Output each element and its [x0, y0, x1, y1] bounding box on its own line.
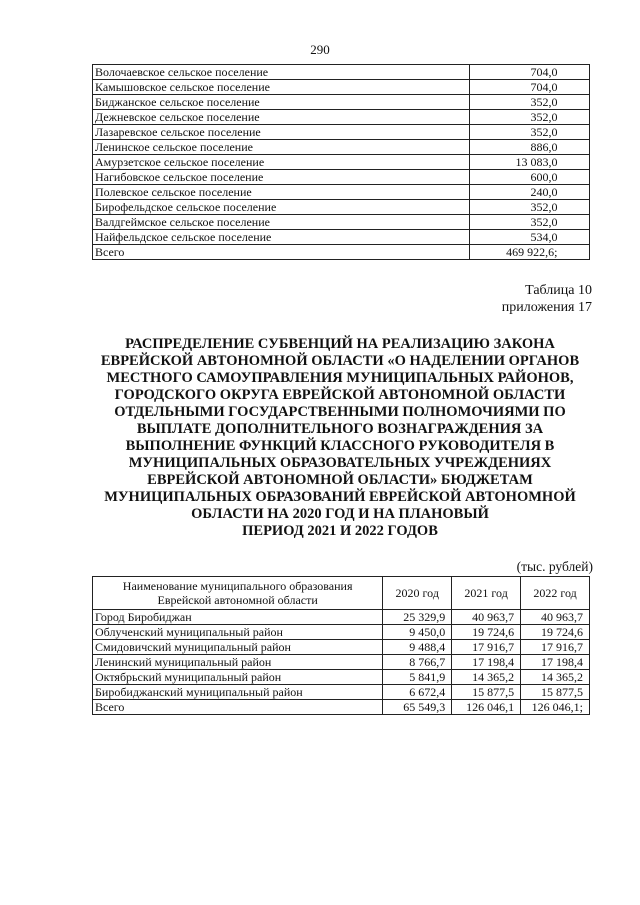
cell-2021: 126 046,1	[452, 700, 521, 715]
cell-2022: 17 198,4	[521, 655, 590, 670]
row-name: Волочаевское сельское поселение	[93, 65, 470, 80]
heading-line: МЕСТНОГО САМОУПРАВЛЕНИЯ МУНИЦИПАЛЬНЫХ РАЙОНОВ,	[106, 370, 574, 386]
table-row	[93, 640, 590, 655]
table-row	[93, 110, 590, 125]
heading-line: ГОРОДСКОГО ОКРУГА ЕВРЕЙСКОЙ АВТОНОМНОЙ ОБЛАСТИ	[114, 387, 566, 403]
row-name: Полевское сельское поселение	[93, 185, 470, 200]
row-name: Город Биробиджан	[93, 610, 383, 625]
table-row	[93, 140, 590, 155]
row-name: Биробиджанский муниципальный район	[93, 685, 383, 700]
table-row	[93, 200, 590, 215]
row-name: Облученский муниципальный район	[93, 625, 383, 640]
table-row	[93, 125, 590, 140]
cell-2020: 65 549,3	[383, 700, 452, 715]
cell-2021: 17 916,7	[452, 640, 521, 655]
heading-line: ОТДЕЛЬНЫМИ ГОСУДАРСТВЕННЫМИ ПОЛНОМОЧИЯМИ ПО	[114, 404, 566, 420]
table-row	[93, 65, 590, 80]
row-value: 704,0	[530, 80, 558, 94]
row-value: 352,0	[530, 200, 558, 214]
row-name: Бирофельдское сельское поселение	[93, 200, 470, 215]
row-name: Всего	[93, 245, 470, 260]
table-row-total	[93, 700, 590, 715]
cell-2022: 40 963,7	[521, 610, 590, 625]
cell-2021: 14 365,2	[452, 670, 521, 685]
table-header-row	[93, 577, 590, 610]
table-row	[93, 685, 590, 700]
cell-2020: 25 329,9	[383, 610, 452, 625]
cell-2021: 40 963,7	[452, 610, 521, 625]
row-value: 534,0	[530, 230, 558, 244]
distribution-table	[92, 576, 590, 715]
heading-line: ЕВРЕЙСКОЙ АВТОНОМНОЙ ОБЛАСТИ «О НАДЕЛЕНИИ ОРГАНОВ	[100, 353, 580, 369]
cell-2022: 19 724,6	[521, 625, 590, 640]
table-row	[93, 170, 590, 185]
cell-2021: 19 724,6	[452, 625, 521, 640]
table-row	[93, 625, 590, 640]
cell-2022: 17 916,7	[521, 640, 590, 655]
cell-2021: 17 198,4	[452, 655, 521, 670]
column-header-2022: 2022 год	[521, 577, 590, 610]
heading-line: ВЫПЛАТЕ ДОПОЛНИТЕЛЬНОГО ВОЗНАГРАЖДЕНИЯ ЗА	[136, 421, 544, 437]
row-name: Октябрьский муниципальный район	[93, 670, 383, 685]
column-header-name: Наименование муниципального образования Еврейской автономной области	[93, 577, 383, 610]
heading-line: РАСПРЕДЕЛЕНИЕ СУБВЕНЦИЙ НА РЕАЛИЗАЦИЮ ЗАКОНА	[125, 336, 555, 352]
table-row-total	[93, 245, 590, 260]
table-row	[93, 670, 590, 685]
settlements-table	[92, 64, 590, 260]
row-value: 352,0	[530, 125, 558, 139]
table-row	[93, 185, 590, 200]
table-row	[93, 230, 590, 245]
row-name: Нагибовское сельское поселение	[93, 170, 470, 185]
column-header-2021: 2021 год	[452, 577, 521, 610]
table-row	[93, 610, 590, 625]
heading-line: МУНИЦИПАЛЬНЫХ ОБРАЗОВАНИЙ ЕВРЕЙСКОЙ АВТОНОМНОЙ	[104, 489, 576, 505]
table-row	[93, 155, 590, 170]
unit-label: (тыс. рублей)	[516, 559, 593, 574]
table-row	[93, 80, 590, 95]
heading-line: ПЕРИОД 2021 И 2022 ГОДОВ	[242, 523, 438, 539]
row-value: 240,0	[530, 185, 558, 199]
document-heading	[90, 336, 590, 540]
row-name: Лазаревское сельское поселение	[93, 125, 470, 140]
column-header-2020: 2020 год	[383, 577, 452, 610]
row-name: Камышовское сельское поселение	[93, 80, 470, 95]
table-row	[93, 95, 590, 110]
cell-2020: 5 841,9	[383, 670, 452, 685]
row-value: 352,0	[530, 110, 558, 124]
row-value: 352,0	[530, 215, 558, 229]
row-value: 886,0	[530, 140, 558, 154]
table-caption-appendix: приложения 17	[501, 300, 592, 315]
cell-2022: 15 877,5	[521, 685, 590, 700]
row-name: Найфельдское сельское поселение	[93, 230, 470, 245]
row-name: Ленинский муниципальный район	[93, 655, 383, 670]
cell-2022: 14 365,2	[521, 670, 590, 685]
row-name: Валдгеймское сельское поселение	[93, 215, 470, 230]
row-name: Дежневское сельское поселение	[93, 110, 470, 125]
row-name: Смидовичский муниципальный район	[93, 640, 383, 655]
heading-line: ВЫПОЛНЕНИЕ ФУНКЦИЙ КЛАССНОГО РУКОВОДИТЕЛЯ В	[125, 438, 555, 454]
page-number: 290	[310, 42, 330, 57]
row-value: 352,0	[530, 95, 558, 109]
table-row	[93, 215, 590, 230]
heading-line: ЕВРЕЙСКОЙ АВТОНОМНОЙ ОБЛАСТИ» БЮДЖЕТАМ	[147, 472, 533, 488]
cell-2020: 9 488,4	[383, 640, 452, 655]
row-value: 600,0	[530, 170, 558, 184]
table-caption-number: Таблица 10	[525, 283, 592, 298]
row-value: 13 083,0	[515, 155, 558, 169]
cell-2021: 15 877,5	[452, 685, 521, 700]
row-name: Биджанское сельское поселение	[93, 95, 470, 110]
heading-line: МУНИЦИПАЛЬНЫХ ОБРАЗОВАТЕЛЬНЫХ УЧРЕЖДЕНИЯХ	[128, 455, 552, 471]
cell-2020: 8 766,7	[383, 655, 452, 670]
cell-2022: 126 046,1;	[521, 700, 590, 715]
cell-2020: 9 450,0	[383, 625, 452, 640]
row-value: 704,0	[530, 65, 558, 79]
cell-2020: 6 672,4	[383, 685, 452, 700]
row-name: Амурзетское сельское поселение	[93, 155, 470, 170]
row-name: Всего	[93, 700, 383, 715]
heading-line: ОБЛАСТИ НА 2020 ГОД И НА ПЛАНОВЫЙ	[191, 506, 489, 522]
row-name: Ленинское сельское поселение	[93, 140, 470, 155]
table-row	[93, 655, 590, 670]
row-value: 469 922,6;	[506, 245, 558, 259]
